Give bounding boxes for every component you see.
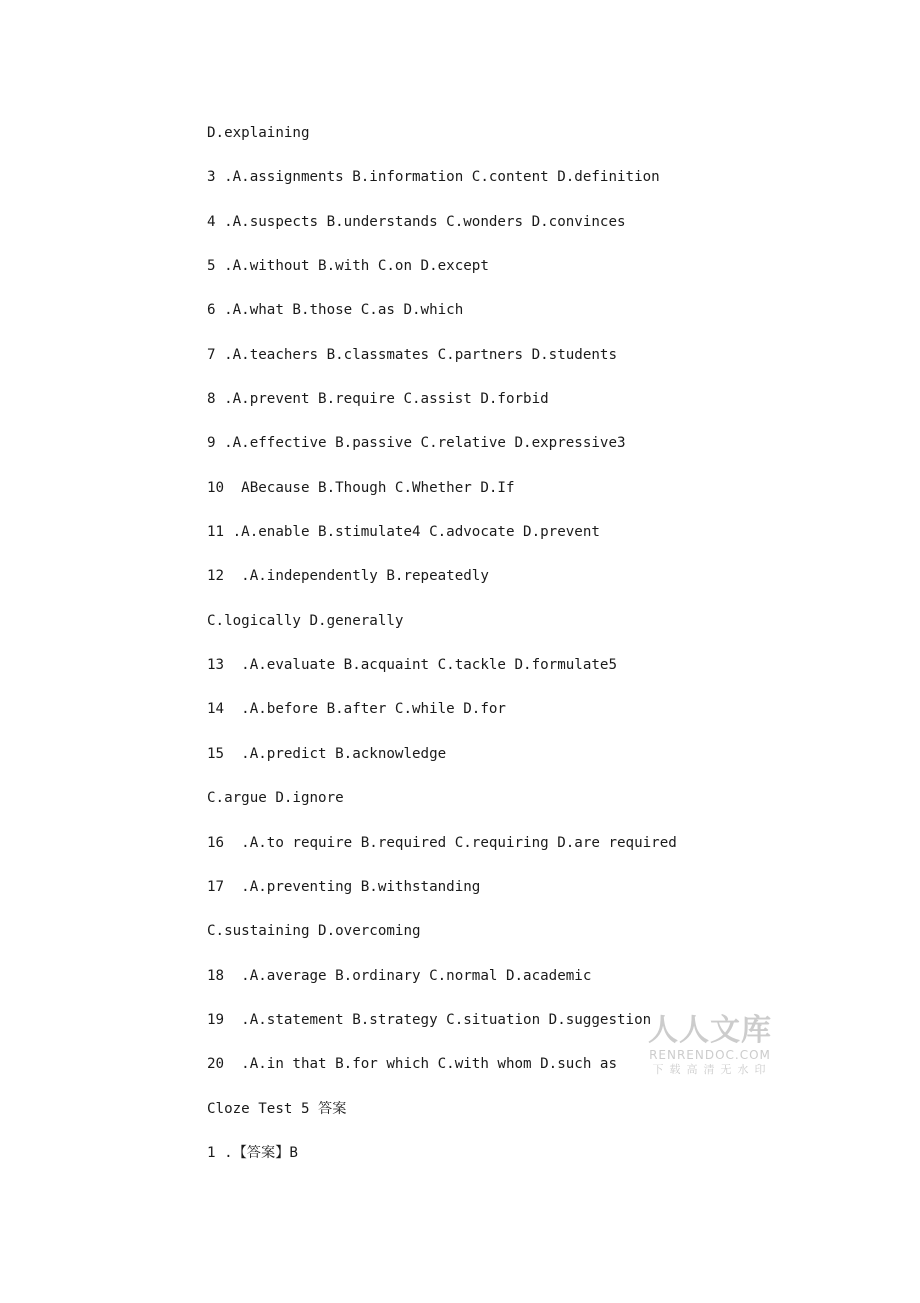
question-15-options: 15 .A.predict B.acknowledge	[207, 745, 447, 762]
question-17-options: 17 .A.preventing B.withstanding	[207, 878, 481, 895]
watermark-domain: RENRENDOC.COM	[649, 1048, 771, 1062]
question-8-options: 8 .A.prevent B.require C.assist D.forbid	[207, 391, 549, 408]
watermark-logo: 人人文库	[648, 1013, 772, 1048]
question-12-options-cont: C.logically D.generally	[207, 612, 404, 629]
question-17-options-cont: C.sustaining D.overcoming	[207, 923, 421, 940]
question-4-options: 4 .A.suspects B.understands C.wonders D.convinces	[207, 213, 626, 230]
question-18-options: 18 .A.average B.ordinary C.normal D.academic	[207, 967, 592, 984]
question-9-options: 9 .A.effective B.passive C.relative D.expressive3	[207, 435, 626, 452]
option-line-2d: D.explaining	[207, 125, 310, 141]
question-20-options: 20 .A.in that B.for which C.with whom D.such as	[207, 1056, 617, 1073]
question-14-options: 14 .A.before B.after C.while D.for	[207, 701, 506, 718]
document-body	[207, 118, 677, 1182]
question-15-options-cont: C.argue D.ignore	[207, 790, 344, 807]
question-7-options: 7 .A.teachers B.classmates C.partners D.students	[207, 346, 617, 363]
question-19-options: 19 .A.statement B.strategy C.situation D.suggestion	[207, 1011, 652, 1028]
question-6-options: 6 .A.what B.those C.as D.which	[207, 302, 464, 319]
question-10-options: 10 ABecause B.Though C.Whether D.If	[207, 479, 515, 496]
question-16-options: 16 .A.to require B.required C.requiring D.are required	[207, 834, 677, 851]
answer-1: 1 .【答案】B	[207, 1144, 298, 1161]
answer-section-heading: Cloze Test 5 答案	[207, 1100, 347, 1117]
question-5-options: 5 .A.without B.with C.on D.except	[207, 258, 489, 275]
watermark	[646, 1014, 774, 1077]
question-12-options: 12 .A.independently B.repeatedly	[207, 568, 489, 585]
question-3-options: 3 .A.assignments B.information C.content D.definition	[207, 169, 660, 186]
question-11-options: 11 .A.enable B.stimulate4 C.advocate D.prevent	[207, 524, 600, 541]
question-13-options: 13 .A.evaluate B.acquaint C.tackle D.formulate5	[207, 657, 617, 674]
watermark-slogan: 下载高清无水印	[652, 1063, 772, 1076]
